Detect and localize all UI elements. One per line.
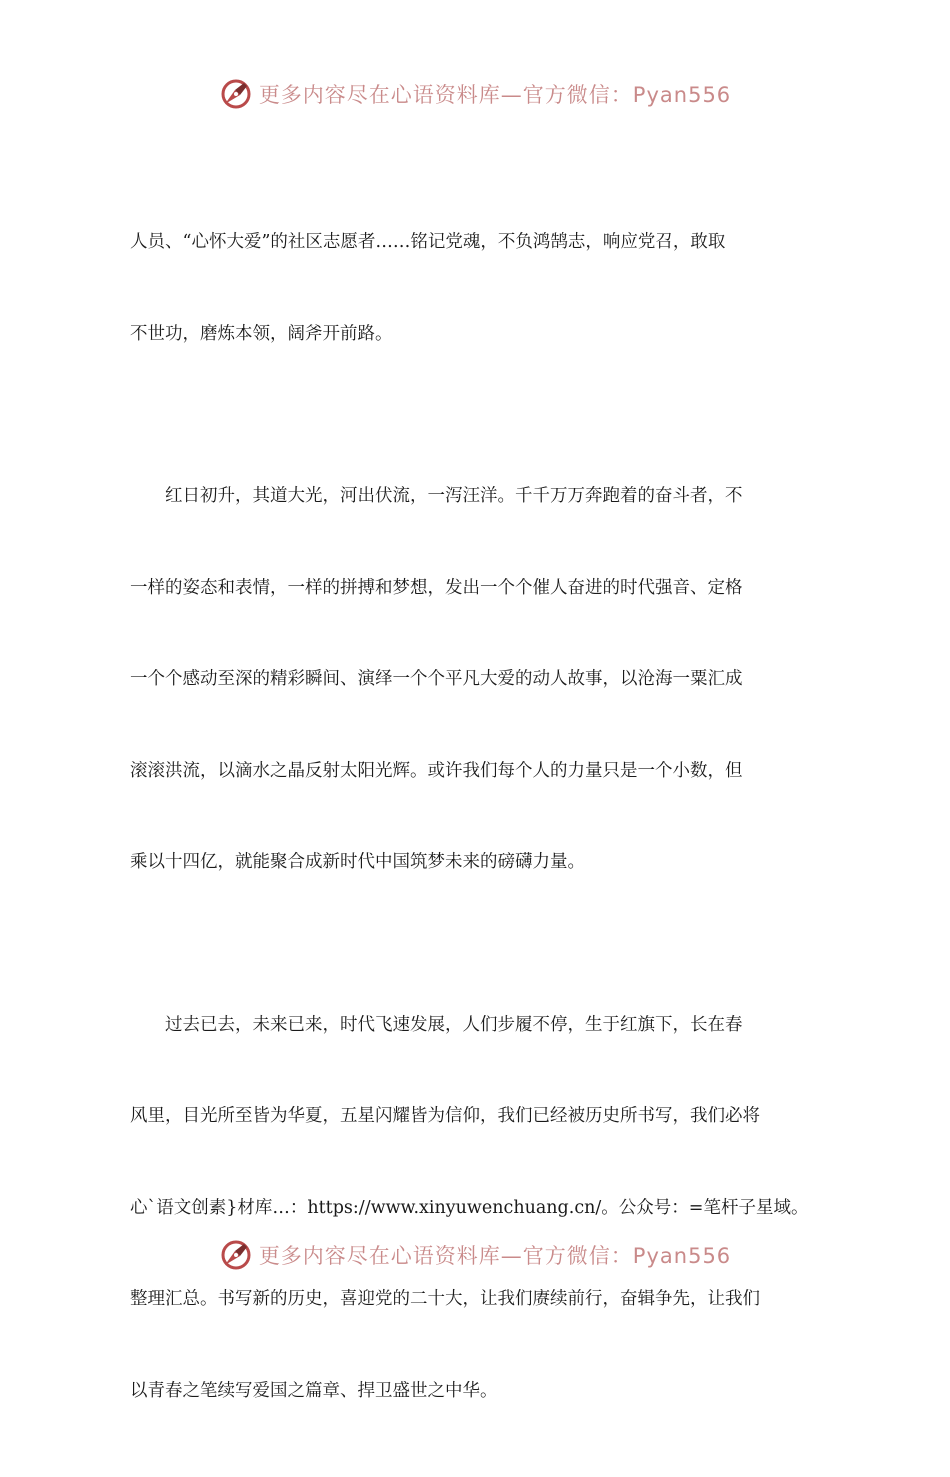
pen-nib-logo-icon (219, 77, 253, 111)
text-line: 过去已去，未来已来，时代飞速发展，人们步履不停，生于红旗下，长在春 (165, 1014, 743, 1035)
text-line: 风里，目光所至皆为华夏，五星闪耀皆为信仰，我们已经被历史所书写，我们必将 (130, 1106, 760, 1126)
document-body (130, 166, 840, 1477)
footer-banner (0, 1231, 950, 1279)
footer-banner-text: 更多内容尽在心语资料库—官方微信：Pyan556 (258, 1244, 732, 1268)
text-line: 心`语文创素}材库…：https://www.xinyuwenchuang.cn/。公众号：=笔杆子星域。 (130, 1197, 809, 1218)
text-line: 以青春之笔续写爱国之篇章、捍卫盛世之中华。 (130, 1380, 498, 1401)
text-line: 人员、“心怀大爱”的社区志愿者……铭记党魂，不负鸿鹄志，响应党召，敢取 (130, 232, 726, 252)
text-line: 一样的姿态和表情，一样的拼搏和梦想，发出一个个催人奋进的时代强音、定格 (130, 577, 743, 598)
paragraph-3 (130, 949, 840, 1468)
text-line: 红日初升，其道大光，河出伏流，一泻汪洋。千千万万奔跑着的奋斗者，不 (165, 486, 743, 506)
text-line: 不世功，磨炼本领，阔斧开前路。 (130, 323, 393, 344)
header-banner-text: 更多内容尽在心语资料库—官方微信：Pyan556 (258, 83, 732, 107)
text-line: 滚滚洪流，以滴水之晶反射太阳光辉。或许我们每个人的力量只是一个小数，但 (130, 760, 743, 781)
text-line: 一个个感动至深的精彩瞬间、演绎一个个平凡大爱的动人故事，以沧海一粟汇成 (130, 669, 743, 689)
paragraph-1 (130, 166, 840, 410)
paragraph-2 (130, 420, 840, 939)
header-banner (0, 70, 950, 118)
pen-nib-logo-icon (219, 1238, 253, 1272)
text-line: 乘以十四亿，就能聚合成新时代中国筑梦未来的磅礴力量。 (130, 852, 585, 872)
text-line: 整理汇总。书写新的历史，喜迎党的二十大，让我们赓续前行，奋辑争先，让我们 (130, 1289, 760, 1309)
